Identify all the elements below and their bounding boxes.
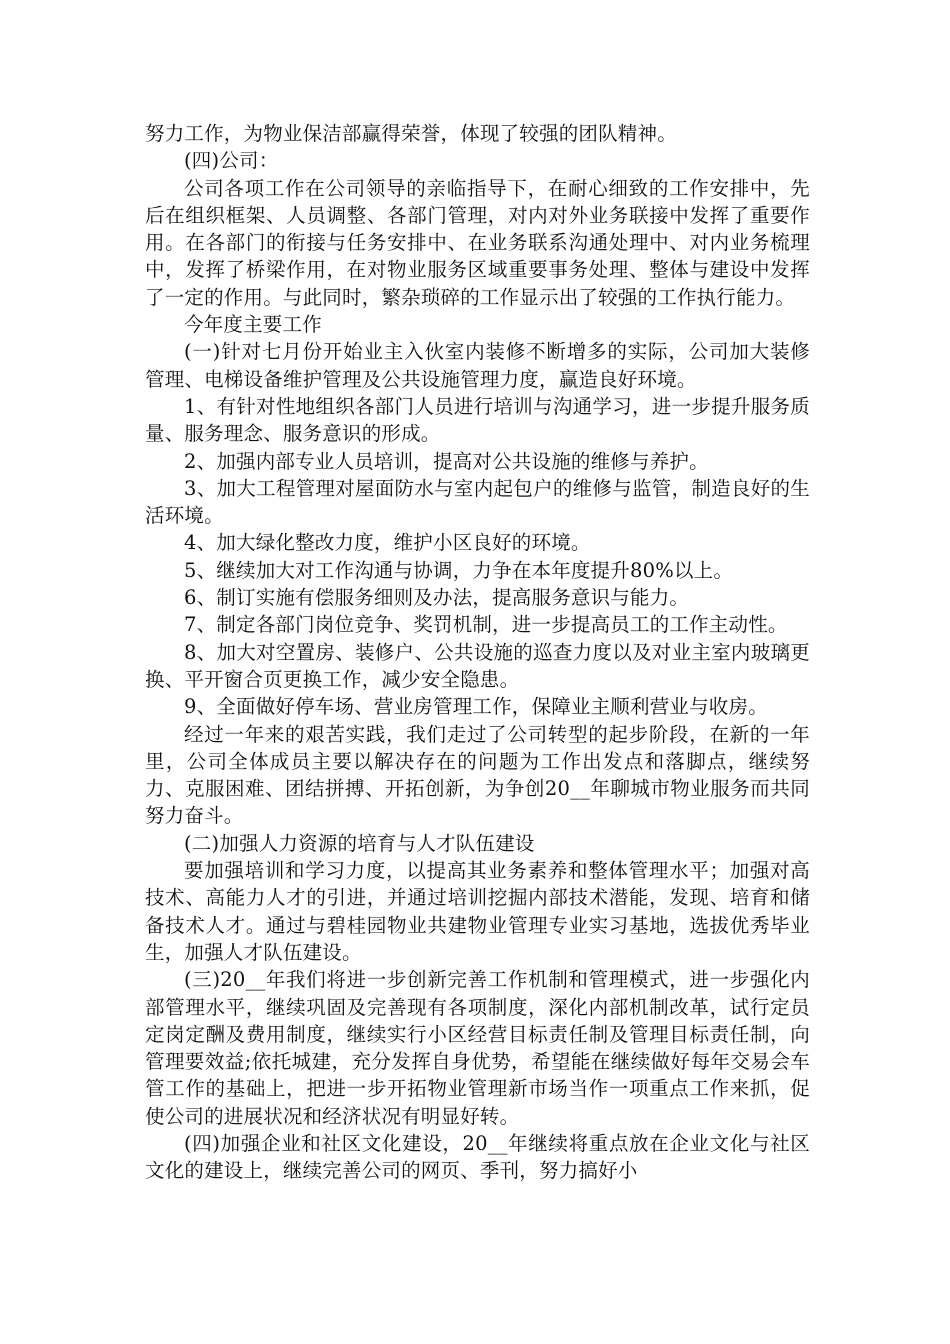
paragraph-work-item-1: (一)针对七月份开始业主入伙室内装修不断增多的实际，公司加大装修管理、电梯设备维护管理及公共设施管理力度，赢造良好环境。 (145, 340, 810, 391)
section-heading-talent: (二)加强人力资源的培育与人才队伍建设 (184, 831, 535, 855)
document-body (145, 120, 810, 1185)
list-item-9: 9、全面做好停车场、营业房管理工作，保障业主顺利营业与收房。 (184, 695, 768, 719)
section-heading-company: (四)公司： (184, 149, 279, 173)
list-item-5: 5、继续加大对工作沟通与协调，力争在本年度提升80%以上。 (184, 558, 734, 582)
list-item-3: 3、加大工程管理对屋面防水与室内起包户的维修与监管，制造良好的生活环境。 (145, 476, 810, 528)
paragraph-culture-building: (四)加强企业和社区文化建设，20__年继续将重点放在企业文化与社区文化的建设上，继续完善公司的网页、季刊，努力搞好小 (145, 1131, 810, 1183)
section-heading-main-work: 今年度主要工作 (184, 313, 322, 337)
paragraph-company-summary: 公司各项工作在公司领导的亲临指导下，在耐心细致的工作安排中，先后在组织框架、人员调整、各部门管理，对内对外业务联接中发挥了重要作用。在各部门的衔接与任务安排中、在业务联系沟通处理中、对内业务梳理中，发挥了桥梁作用，在对物业服务区域重要事务处理、整体与建设中发挥了一定的作用。与此同时，繁杂琐碎的工作显示出了较强的工作执行能力。 (145, 176, 810, 309)
paragraph-talent-training: 要加强培训和学习力度，以提高其业务素养和整体管理水平；加强对高技术、高能力人才的引进，并通过培训挖掘内部技术潜能，发现、培育和储备技术人才。通过与碧桂园物业共建物业管理专业实习基地，选拔优秀毕业生，加强人才队伍建设。 (145, 859, 810, 964)
list-item-6: 6、制订实施有偿服务细则及办法，提高服务意识与能力。 (184, 586, 690, 610)
paragraph-mechanism-innovation: (三)20__年我们将进一步创新完善工作机制和管理模式，进一步强化内部管理水平，继续巩固及完善现有各项制度，深化内部机制改革，试行定员定岗定酬及费用制度，继续实行小区经营目标责任制及管理目标责任制，向管理要效益;依托城建，充分发挥自身优势，希望能在继续做好每年交易会车管工作的基础上，把进一步开拓物业管理新市场当作一项重点工作来抓，促使公司的进展状况和经济状况有明显好转。 (145, 968, 810, 1128)
list-item-8: 8、加大对空置房、装修户、公共设施的巡查力度以及对业主室内玻璃更换、平开窗合页更换工作，减少安全隐患。 (145, 640, 810, 691)
paragraph-continuation: 努力工作，为物业保洁部赢得荣誉，体现了较强的团队精神。 (145, 122, 677, 145)
list-item-1: 1、有针对性地组织各部门人员进行培训与沟通学习，进一步提升服务质量、服务理念、服务意识的形成。 (145, 394, 810, 446)
list-item-4: 4、加大绿化整改力度，维护小区良好的环境。 (184, 531, 591, 555)
list-item-7: 7、制定各部门岗位竞争、奖罚机制，进一步提高员工的工作主动性。 (184, 613, 788, 637)
paragraph-year-review: 经过一年来的艰苦实践，我们走过了公司转型的起步阶段，在新的一年里，公司全体成员主要以解决存在的问题为工作出发点和落脚点，继续努力、克服困难、团结拼搏、开拓创新，为争创20__年聊城市物业服务而共同努力奋斗。 (145, 722, 810, 828)
list-item-2: 2、加强内部专业人员培训，提高对公共设施的维修与养护。 (184, 449, 709, 473)
